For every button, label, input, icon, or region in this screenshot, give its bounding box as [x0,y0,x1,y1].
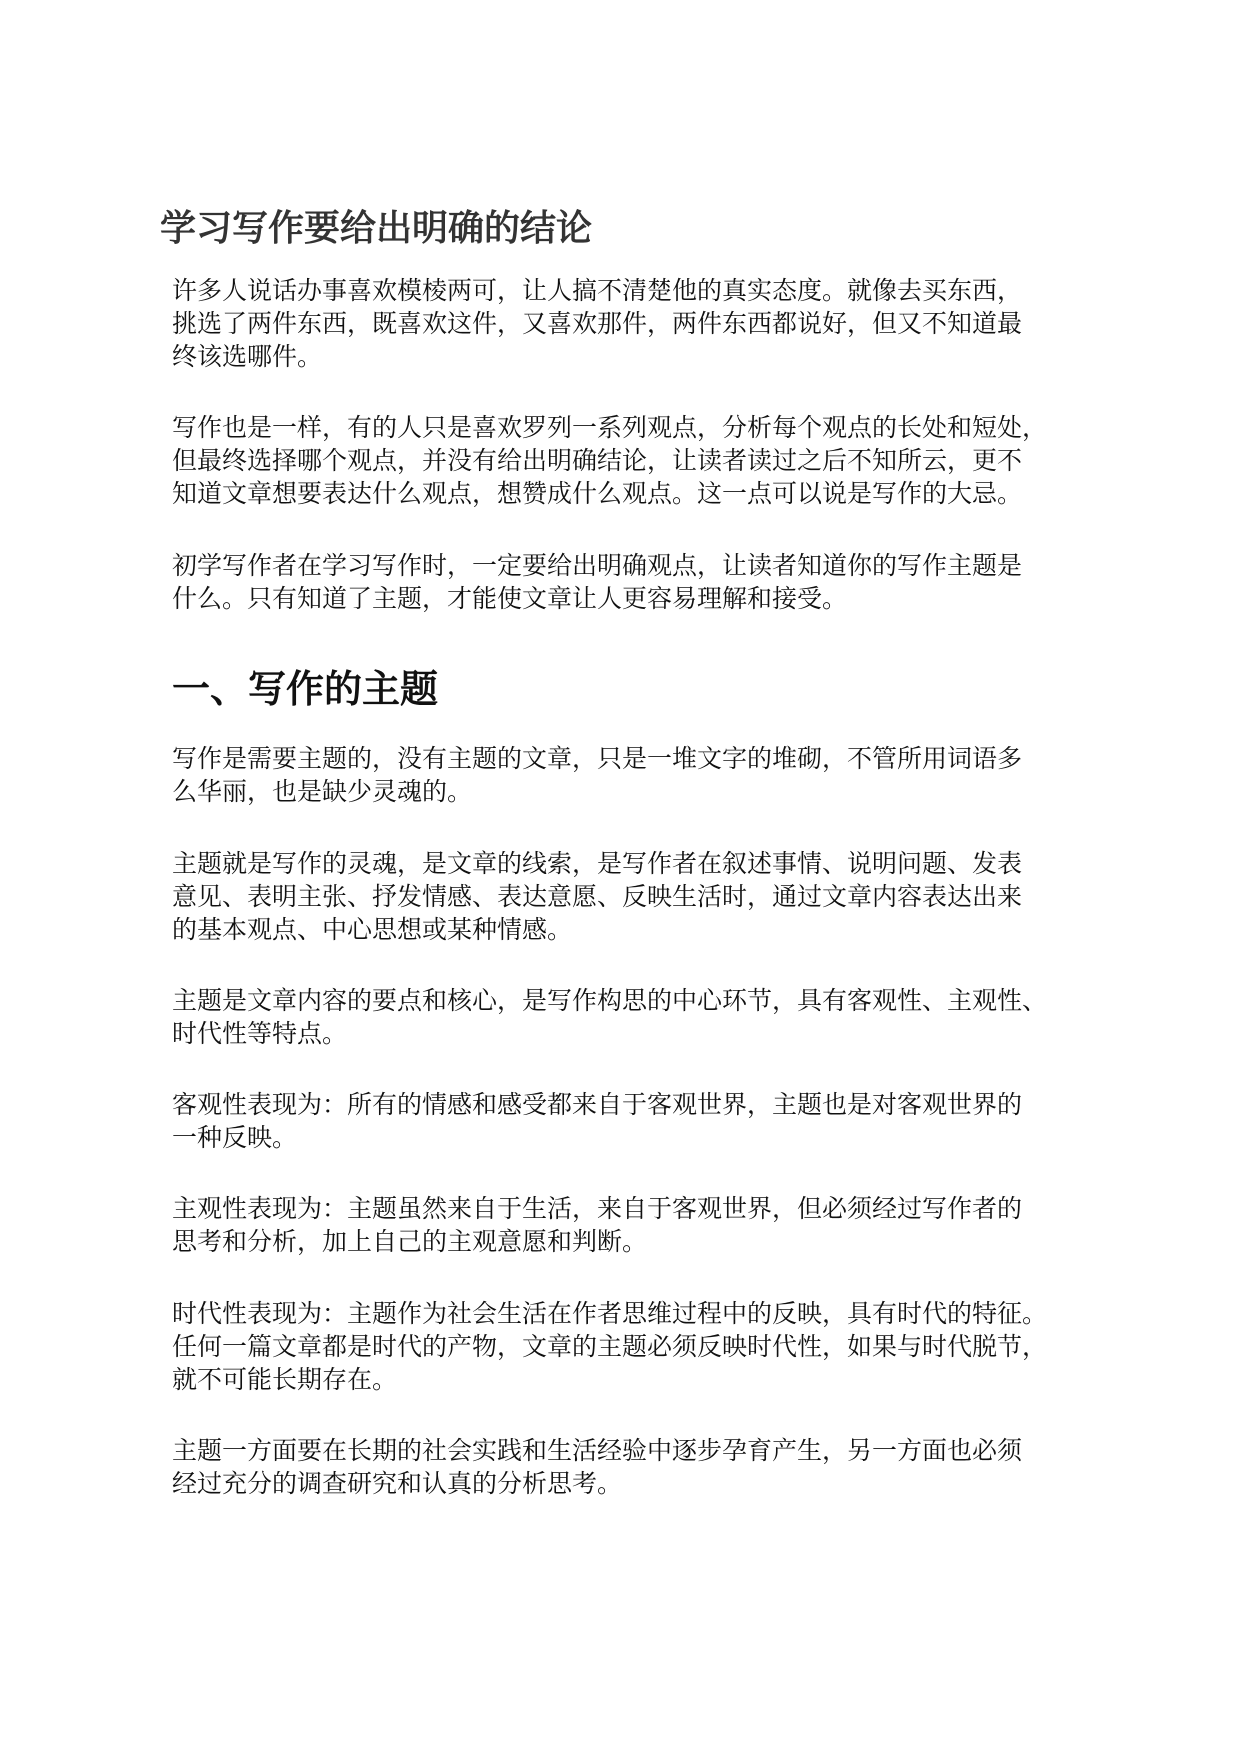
text-line: 任何一篇文章都是时代的产物，文章的主题必须反映时代性，如果与时代脱节， [172,1332,1048,1361]
section-paragraph-1 [172,742,1100,808]
text-line: 就不可能长期存在。 [172,1365,398,1394]
section-paragraph-5 [172,1192,1100,1258]
section-paragraph-2 [172,847,1100,946]
text-line: 时代性表现为：主题作为社会生活在作者思维过程中的反映，具有时代的特征。 [172,1299,1048,1328]
text-line: 主题一方面要在长期的社会实践和生活经验中逐步孕育产生，另一方面也必须 [172,1436,1023,1465]
text-line: 客观性表现为：所有的情感和感受都来自于客观世界，主题也是对客观世界的 [172,1090,1023,1119]
text-line: 的基本观点、中心思想或某种情感。 [172,915,573,944]
text-line: 一种反映。 [172,1123,298,1152]
text-line: 初学写作者在学习写作时，一定要给出明确观点，让读者知道你的写作主题是 [172,551,1023,580]
document-title: 学习写作要给出明确的结论 [160,208,593,249]
text-line: 思考和分析，加上自己的主观意愿和判断。 [172,1227,648,1256]
text-line: 么华丽，也是缺少灵魂的。 [172,777,473,806]
section-paragraph-4 [172,1088,1100,1154]
text-line: 写作也是一样，有的人只是喜欢罗列一系列观点，分析每个观点的长处和短处， [172,413,1048,442]
text-line: 许多人说话办事喜欢模棱两可，让人搞不清楚他的真实态度。就像去买东西， [172,276,1023,305]
section-paragraph-7 [172,1434,1100,1500]
text-line: 终该选哪件。 [172,342,323,371]
section-paragraph-6 [172,1297,1100,1396]
section-paragraph-3 [172,984,1100,1050]
text-line: 主观性表现为：主题虽然来自于生活，来自于客观世界，但必须经过写作者的 [172,1194,1023,1223]
text-line: 主题是文章内容的要点和核心，是写作构思的中心环节，具有客观性、主观性、 [172,986,1048,1015]
text-line: 时代性等特点。 [172,1019,348,1048]
text-line: 意见、表明主张、抒发情感、表达意愿、反映生活时，通过文章内容表达出来 [172,882,1023,911]
intro-paragraph-2 [172,411,1100,510]
text-line: 挑选了两件东西，既喜欢这件，又喜欢那件，两件东西都说好，但又不知道最 [172,309,1023,338]
section-heading: 一、写作的主题 [172,667,439,711]
intro-paragraph-3 [172,549,1100,615]
intro-paragraph-1 [172,274,1100,373]
text-line: 知道文章想要表达什么观点，想赞成什么观点。这一点可以说是写作的大忌。 [172,479,1023,508]
text-line: 什么。只有知道了主题，才能使文章让人更容易理解和接受。 [172,584,848,613]
text-line: 主题就是写作的灵魂，是文章的线索，是写作者在叙述事情、说明问题、发表 [172,849,1023,878]
text-line: 但最终选择哪个观点，并没有给出明确结论，让读者读过之后不知所云，更不 [172,446,1023,475]
text-line: 写作是需要主题的，没有主题的文章，只是一堆文字的堆砌，不管所用词语多 [172,744,1023,773]
text-line: 经过充分的调查研究和认真的分析思考。 [172,1469,623,1498]
